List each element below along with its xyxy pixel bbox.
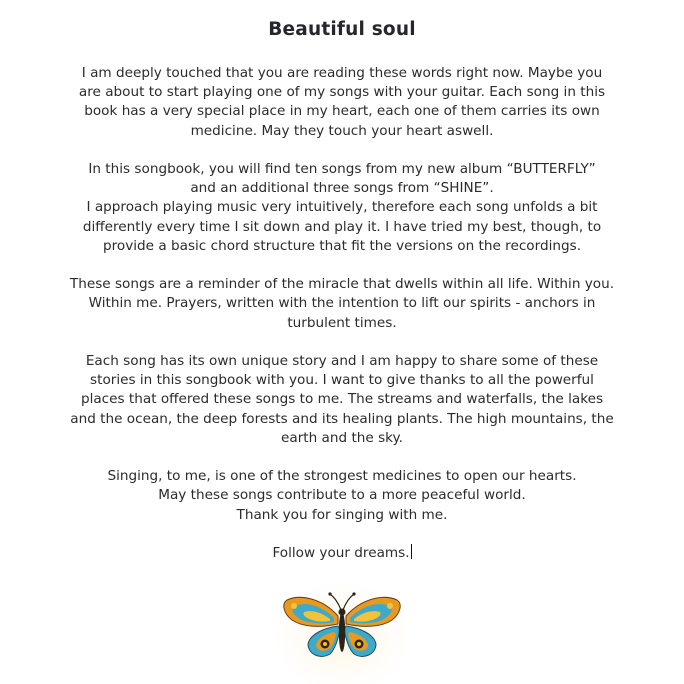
text-line: differently every time I sit down and play it. I have tried my best, though, to	[82, 218, 602, 235]
page-title: Beautiful soul	[268, 19, 416, 40]
text-line: medicine. May they touch your heart aswell.	[190, 122, 494, 139]
paragraph-intro	[56, 64, 628, 141]
text-line: and an additional three songs from “SHINE”.	[190, 180, 494, 197]
text-line: places that offered these songs to me. The streams and waterfalls, the lakes	[80, 391, 604, 408]
butterfly-illustration	[272, 580, 412, 684]
text-line: earth and the sky.	[281, 429, 403, 446]
text-line: Thank you for singing with me.	[236, 506, 448, 523]
text-line: These songs are a reminder of the miracle that dwells within all life. Within you.	[69, 276, 615, 293]
text-line: In this songbook, you will find ten songs from my new album “BUTTERFLY”	[88, 161, 596, 177]
butterfly-icon	[272, 580, 412, 684]
text-line: provide a basic chord structure that fit the versions on the recordings.	[102, 237, 582, 254]
text-line: Singing, to me, is one of the strongest medicines to open our hearts.	[107, 468, 577, 485]
text-line: and the ocean, the deep forests and its healing plants. The high mountains, the	[70, 410, 614, 427]
text-line: I approach playing music very intuitively, therefore each song unfolds a bit	[86, 199, 598, 216]
paragraph-closing	[56, 544, 628, 563]
text-line: book has a very special place in my heart, each one of them carries its own	[84, 103, 600, 120]
text-line: stories in this songbook with you. I want to give thanks to all the powerful	[90, 372, 594, 389]
text-line: Within me. Prayers, written with the intention to lift our spirits - anchors in	[88, 295, 596, 312]
closing-line	[56, 544, 628, 563]
text-line: Each song has its own unique story and I am happy to share some of these	[85, 353, 599, 369]
paragraph-reminder	[56, 275, 628, 333]
closing-text: Follow your dreams.	[272, 545, 410, 561]
paragraph-songbook	[56, 160, 628, 256]
text-line: I am deeply touched that you are reading these words right now. Maybe you	[81, 65, 603, 81]
document-body[interactable]	[56, 64, 628, 563]
paragraph-singing	[56, 467, 628, 525]
text-cursor	[411, 544, 412, 559]
text-line: May these songs contribute to a more peaceful world.	[158, 487, 526, 504]
text-line: are about to start playing one of my songs with your guitar. Each song in this	[78, 84, 606, 101]
text-line: turbulent times.	[287, 314, 397, 331]
paragraph-stories	[56, 352, 628, 448]
